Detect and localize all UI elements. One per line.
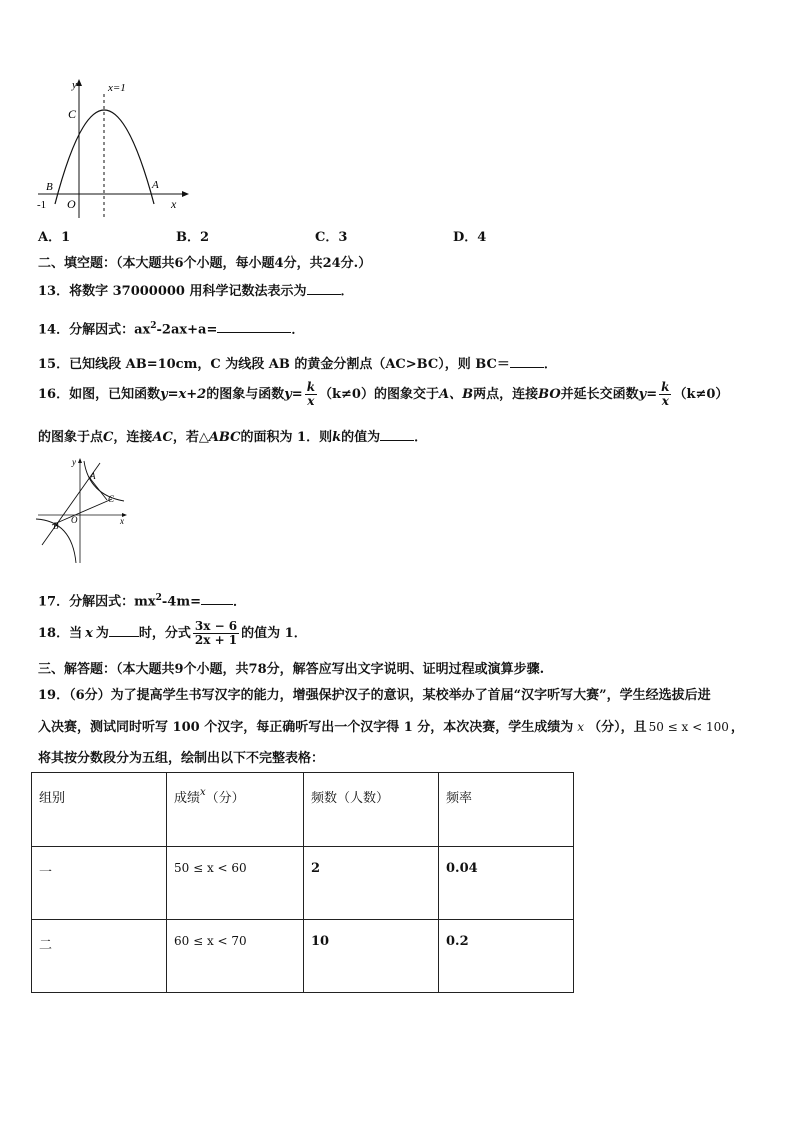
q18-x: x [85,626,93,641]
q16-y1: y= [284,387,303,402]
q15 [38,354,557,374]
q16-l2c: ，若 [172,430,199,445]
q18-post: 的值为 1． [241,626,307,641]
table-row [32,920,574,993]
q16-line1 [38,381,728,408]
q16-frac2-num: k [661,380,670,394]
q19-line2 [38,718,744,737]
q15-text: 15．已知线段 AB=10cm，C 为线段 AB 的黄金分割点（AC>BC），则 BC＝ [38,357,510,372]
header-score-unit: （分） [205,791,245,806]
q16-frac1-den: x [307,394,315,408]
q14 [38,317,304,339]
x-axis-arrow [182,191,189,197]
cell-freq: 0.04 [439,847,574,920]
point-c-label: C [108,494,115,504]
q19-l2b: （分），且 [588,720,647,735]
q16-tail: ． [414,430,428,445]
header-score-x: x [200,787,206,798]
q16-l2b: ，连接 [113,430,153,445]
header-group: 组别 [32,773,167,847]
q14-blank [217,319,291,333]
q19-l2a: 入决赛，测试同时听写 100 个汉字，每正确听写出一个汉字得 1 分，本次决赛，学生成绩为 [38,720,574,735]
q16-frac2-den: x [661,394,669,408]
q18-den: 2x + 1 [194,633,238,647]
header-score-label: 成绩 [174,791,201,806]
q16-l2e: 的值为 [341,430,381,445]
hyperbola-branch-1 [84,461,124,501]
q18-blank [109,623,139,637]
q13-tail: ． [340,284,354,299]
point-a-label: A [152,179,159,191]
parabola-graph [34,76,194,224]
q16-frac2 [659,381,671,408]
origin-label: O [67,197,76,211]
q14-post: -2ax+a= [156,322,218,338]
q16-l2a: 的图象于点 [38,430,104,445]
q16-frac1 [305,381,317,408]
table-header-row [32,773,574,847]
q16-blank [380,427,414,441]
q13-text: 13．将数字 37000000 用科学记数法表示为 [38,284,307,299]
cell-range: 60 ≤ x < 70 [167,920,304,993]
q14-sup: 2 [150,321,157,331]
q18-num: 3x − 6 [194,619,238,633]
q16-tri: △ABC [198,430,241,445]
option-b: B．2 [176,230,210,245]
symmetry-label: x=1 [108,82,126,94]
table-row [32,847,574,920]
q17-post: -4m= [161,594,201,610]
x-axis-label: x [171,197,177,211]
q19-range: 50 ≤ x < 100 [648,720,729,734]
q14-tail: ． [291,322,305,338]
q19-line3: 将其按分数段分为五组，绘制出以下不完整表格： [38,751,325,766]
q16-p4: 两点，连接 [473,387,539,402]
q16-ac: AC [152,430,173,445]
q17-pre: 17．分解因式：mx [38,594,156,610]
x-axis-label: x [120,516,124,526]
q13-blank [307,281,341,295]
option-a: A．1 [38,230,71,245]
q16-kk: k [332,430,342,445]
cell-group: 二 [32,920,167,993]
q16-cond1: （k≠0） [319,387,374,402]
line-bc [52,499,112,525]
point-b-label: B [46,181,53,193]
header-score [167,773,304,847]
q16-frac1-num: k [306,380,316,394]
cell-range: 50 ≤ x < 60 [167,847,304,920]
cell-count: 10 [304,920,439,993]
q17 [38,589,246,611]
section3-heading: 三、解答题：（本大题共9个小题，共78分，解答应写出文字说明、证明过程或演算步骤. [38,662,545,677]
q17-sup: 2 [155,593,162,603]
cell-group: 一 [32,847,167,920]
q17-tail: ． [232,594,246,610]
q15-blank [510,354,544,368]
point-b-label: B [53,521,59,531]
q18-pre: 18．当 [38,626,83,641]
q14-pre: 14．分解因式：ax [38,322,151,338]
q16-y2: y= [638,387,658,402]
header-count: 频数（人数） [304,773,439,847]
option-d: D．4 [453,230,487,245]
point-a-label: A [90,471,96,481]
q16-bo: BO [538,387,561,402]
q16-ab: A、B [439,387,474,402]
q19-l2x: x [577,720,585,734]
q16-p1: 16．如图，已知函数 [38,387,161,402]
cell-count: 2 [304,847,439,920]
q16-p3: 的图象交于 [373,387,439,402]
q16-f1: y=x+2 [160,387,207,402]
q16-cond2: （k≠0） [673,387,729,402]
y-axis-arrow [76,79,82,86]
point-c-label: C [68,107,77,121]
q18-mid: 为 [95,626,109,641]
minus-one-label: -1 [37,199,47,211]
q16-c: C [103,430,114,445]
y-axis-label: y [72,457,76,467]
q17-blank [201,591,233,605]
q19-line1: 19．（6分）为了提高学生书写汉字的能力，增强保护汉子的意识，某校举办了首届“汉字听写大赛”，学生经选拔后进 [38,688,711,703]
q18-frac [193,620,239,647]
q16-line2 [38,427,427,447]
q15-tail: ． [543,357,557,372]
q13 [38,281,354,301]
cell-freq: 0.2 [439,920,574,993]
q16-p5: 并延长交函数 [560,387,639,402]
q16-l2d: 的面积为 1．则 [240,430,333,445]
origin-label: O [71,515,78,525]
header-freq: 频率 [439,773,574,847]
q18-mid2: 时，分式 [138,626,191,641]
y-axis-label: y [72,79,77,91]
q16-p2: 的图象与函数 [206,387,285,402]
y-axis-arrow [78,458,82,463]
q19-l2c: ， [730,720,744,735]
score-table [31,772,574,993]
q18 [38,620,307,647]
section2-heading: 二、填空题：（本大题共6个小题，每小题4分，共24分.） [38,256,372,271]
hyperbola-graph [34,455,138,567]
option-c: C．3 [315,230,348,245]
